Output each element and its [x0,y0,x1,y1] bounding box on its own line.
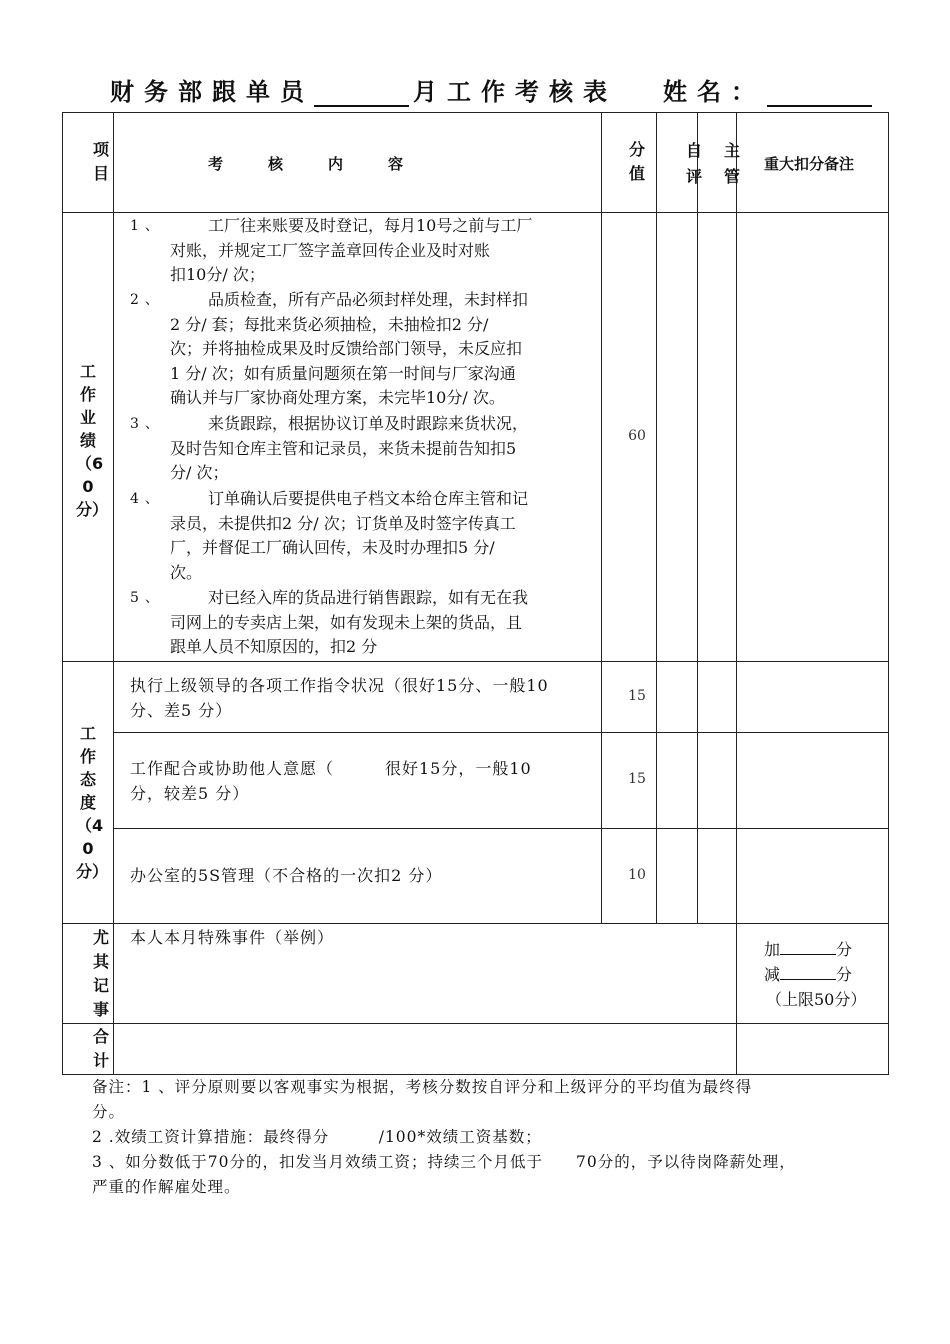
performance-item-line: 跟单人员不知原因的，扣2 分 [170,637,378,657]
performance-item-line: 品质检查，所有产品必须封样处理，未封样扣 [208,290,529,309]
performance-item-line: 确认并与厂家协商处理方案，未完毕10分/ 次。 [170,388,505,408]
performance-item [130,586,592,660]
special-label: 尤其记事 [92,928,109,1019]
performance-item-line: 厂，并督促工厂确认回传，未及时办理扣5 分/ [170,538,495,558]
performance-item-line: 订单确认后要提供电子档文本给仓库主管和记 [208,489,529,508]
note-line-1: 备注：1 、评分原则要以客观事实为根据，考核分数按自评分和上级评分的平均值为最终得 [92,1078,753,1096]
total-label: 合计 [92,1027,109,1070]
attitude-label: 工作态度（40分） [76,724,109,881]
performance-item-number: 4、 [130,491,165,507]
special-content: 本人本月特殊事件（举例） [130,928,335,947]
attitude-row-1-text: 执行上级领导的各项工作指令状况（很好15分、一般10 分、差5 分） [130,676,549,720]
header-remarks: 重大扣分备注 [764,155,855,173]
name-blank[interactable] [767,79,872,107]
header-item: 项目 [92,140,109,183]
header-self-eval: 自评 [685,141,702,186]
performance-item-line: 对账，并规定工厂签字盖章回传企业及时对账 [170,240,491,260]
performance-label: 工作业绩（60分） [76,362,109,519]
performance-item [130,214,592,288]
header-manager: 主管 [723,141,740,186]
note-line-2: 分。 [92,1103,126,1121]
header-score: 分值 [628,140,645,183]
note-line-5: 严重的作解雇处理。 [92,1178,241,1196]
attitude-row-1-score: 15 [628,688,646,704]
performance-item-line: 分/ 次； [170,463,229,483]
performance-item-line: 工厂往来账要及时登记，每月10号之前与工厂 [208,216,533,235]
performance-item-number: 1、 [130,218,165,234]
performance-item-line: 2 分/ 套；每批来货必须抽检，未抽检扣2 分/ [170,314,489,334]
performance-item-line: 1 分/ 次；如有质量问题须在第一时间与厂家沟通 [170,363,516,383]
sub-blank[interactable] [780,963,836,980]
performance-item [130,288,592,411]
performance-item-line: 及时告知仓库主管和记录员，来货未提前告知扣5 [170,438,517,458]
performance-item-line: 对已经入库的货品进行销售跟踪，如有无在我 [208,588,529,607]
performance-item-line: 次；并将抽检成果及时反馈给部门领导，未反应扣 [170,339,523,359]
performance-item [130,412,592,486]
performance-item-line: 录员，未提供扣2 分/ 次；订货单及时签字传真工 [170,513,516,533]
performance-item-number: 3、 [130,416,165,432]
note-line-4: 3 、如分数低于70分的，扣发当月效绩工资；持续三个月低于 70分的，予以待岗降薪处理， [92,1153,796,1171]
performance-item-line: 司网上的专卖店上架，如有发现未上架的货品，且 [170,612,523,632]
note-line-3: 2 .效绩工资计算措施：最终得分 /100*效绩工资基数； [92,1128,542,1146]
notes [92,1075,872,1200]
performance-item [130,487,592,585]
performance-item-line: 次。 [170,562,203,582]
performance-score: 60 [628,428,646,444]
title-part2: 月工作考核表 [413,78,617,106]
month-blank[interactable] [314,79,409,107]
title-part1: 财务部跟单员 [110,78,314,106]
add-blank[interactable] [780,938,836,955]
special-limit: （上限50分） [766,990,867,1009]
performance-item-line: 扣10分/ 次； [170,265,265,285]
performance-item-number: 2、 [130,292,165,308]
page-title [110,72,945,107]
performance-item-number: 5、 [130,590,165,606]
attitude-row-2-text: 工作配合或协助他人意愿（ 很好15分，一般10 分，较差5 分） [130,759,532,803]
header-content: 考 核 内 容 [208,155,404,173]
performance-item-line: 来货跟踪，根据协议订单及时跟踪来货状况， [208,414,529,433]
attitude-row-3-text: 办公室的5S管理（不合格的一次扣2 分） [130,866,443,885]
name-label: 姓名： [663,78,765,106]
special-adjust: 加 分 减 分 （上限50分） [764,937,884,1012]
attitude-row-2-score: 15 [628,771,646,787]
attitude-row-3-score: 10 [628,867,646,883]
